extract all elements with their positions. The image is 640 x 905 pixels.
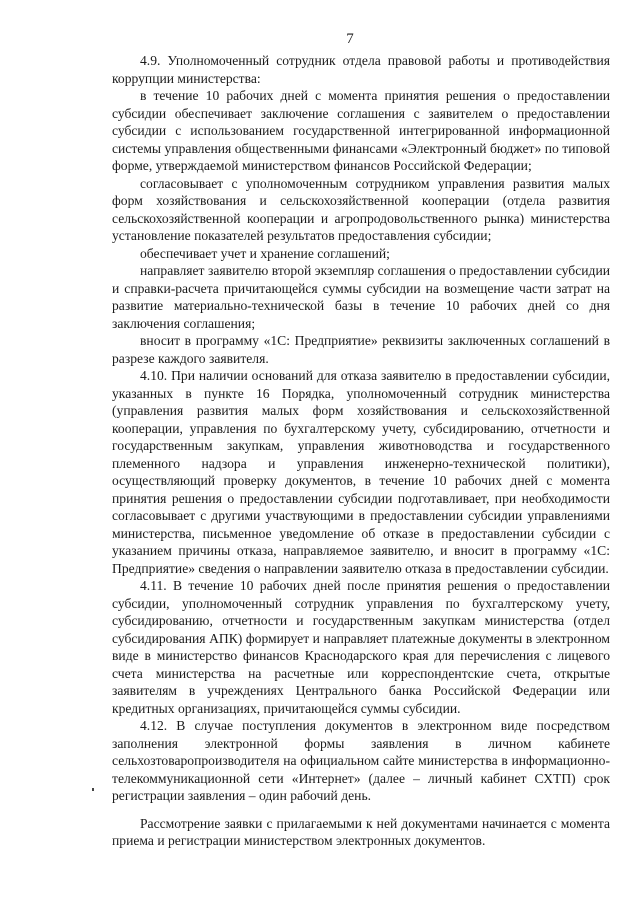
page-number: 7 xyxy=(346,31,354,47)
paragraph-4-12: 4.12. В случае поступления документов в электронном виде посредством заполнения электронной формы заявления в личном кабинете сельхозтоваропроизводителя на официальном сайте министерства в информационно-телекоммуникационной сети «Интернет» (далее – личный кабинет СХТП) срок регистрации заявления – один рабочий день. xyxy=(112,718,610,803)
paragraph-4-9: 4.9. Уполномоченный сотрудник отдела правовой работы и противодействия коррупции министерства: xyxy=(112,53,610,86)
paragraph-4-9-second-copy: направляет заявителю второй экземпляр соглашения о предоставлении субсидии и справки-расчета причитающейся суммы субсидии на возмещение части затрат на развитие материально-технической базы в течение 10 рабочих дней со дня заключения соглашения; xyxy=(112,263,610,331)
paragraph-4-10: 4.10. При наличии оснований для отказа заявителю в предоставлении субсидии, указанных в пункте 16 Порядка, уполномоченный сотрудник министерства (управления развития малых форм хозяйствования и сельскохозяйственной кооперации, управления по бухгалтерскому учету, субсидированию, отчетности и государственным закупкам, управления животноводства и государственного племенного надзора и управления инженерно-технической политики), осуществляющий проверку документов, в течение 10 рабочих дней с момента принятия решения о предоставлении субсидии подготавливает, при необходимости согласовывает с другими участвующими в предоставлении субсидии управлениями министерства, письменное уведомление об отказе в предоставлении субсидии с указанием причины отказа, направляемое заявителю, и вносит в программу «1С: Предприятие» сведения о направлении заявителю отказа в предоставлении субсидии. xyxy=(112,368,610,576)
paragraph-4-9-indicators: согласовывает с уполномоченным сотрудником управления развития малых форм хозяйствования и сельскохозяйственной кооперации (отдела развития сельскохозяйственной кооперации и агропродовольственного рынка) министерства установление показателей результатов предоставления субсидии; xyxy=(112,175,610,243)
paragraph-4-9-storage: обеспечивает учет и хранение соглашений; xyxy=(140,245,390,261)
paragraph-review: Рассмотрение заявки с прилагаемыми к ней документами начинается с момента приема и регистрации министерством электронных документов. xyxy=(112,815,610,848)
paragraph-4-9-1c: вносит в программу «1С: Предприятие» реквизиты заключенных соглашений в разрезе каждого заявителя. xyxy=(112,333,610,366)
paragraph-4-9-contract: в течение 10 рабочих дней с момента принятия решения о предоставлении субсидии обеспечивает заключение соглашения с заявителем о предоставлении субсидии с использованием государственной интегрированной информационной системы управления общественными финансами «Электронный бюджет» по типовой форме, утверждаемой министерством финансов Российской Федерации; xyxy=(112,88,610,173)
scan-artifact xyxy=(92,788,94,791)
paragraph-4-11: 4.11. В течение 10 рабочих дней после принятия решения о предоставлении субсидии, уполномоченный сотрудник управления по бухгалтерскому учету, субсидированию, отчетности и государственным закупкам министерства (отдел субсидирования АПК) формирует и направляет платежные документы в электронном виде в министерство финансов Краснодарского края для перечисления с лицевого счета министерства на расчетные или корреспондентские счета, открытые заявителям в учреждениях Центрального банка Российской Федерации или кредитных организациях, причитающейся суммы субсидии. xyxy=(112,578,610,716)
document-body xyxy=(112,52,610,850)
